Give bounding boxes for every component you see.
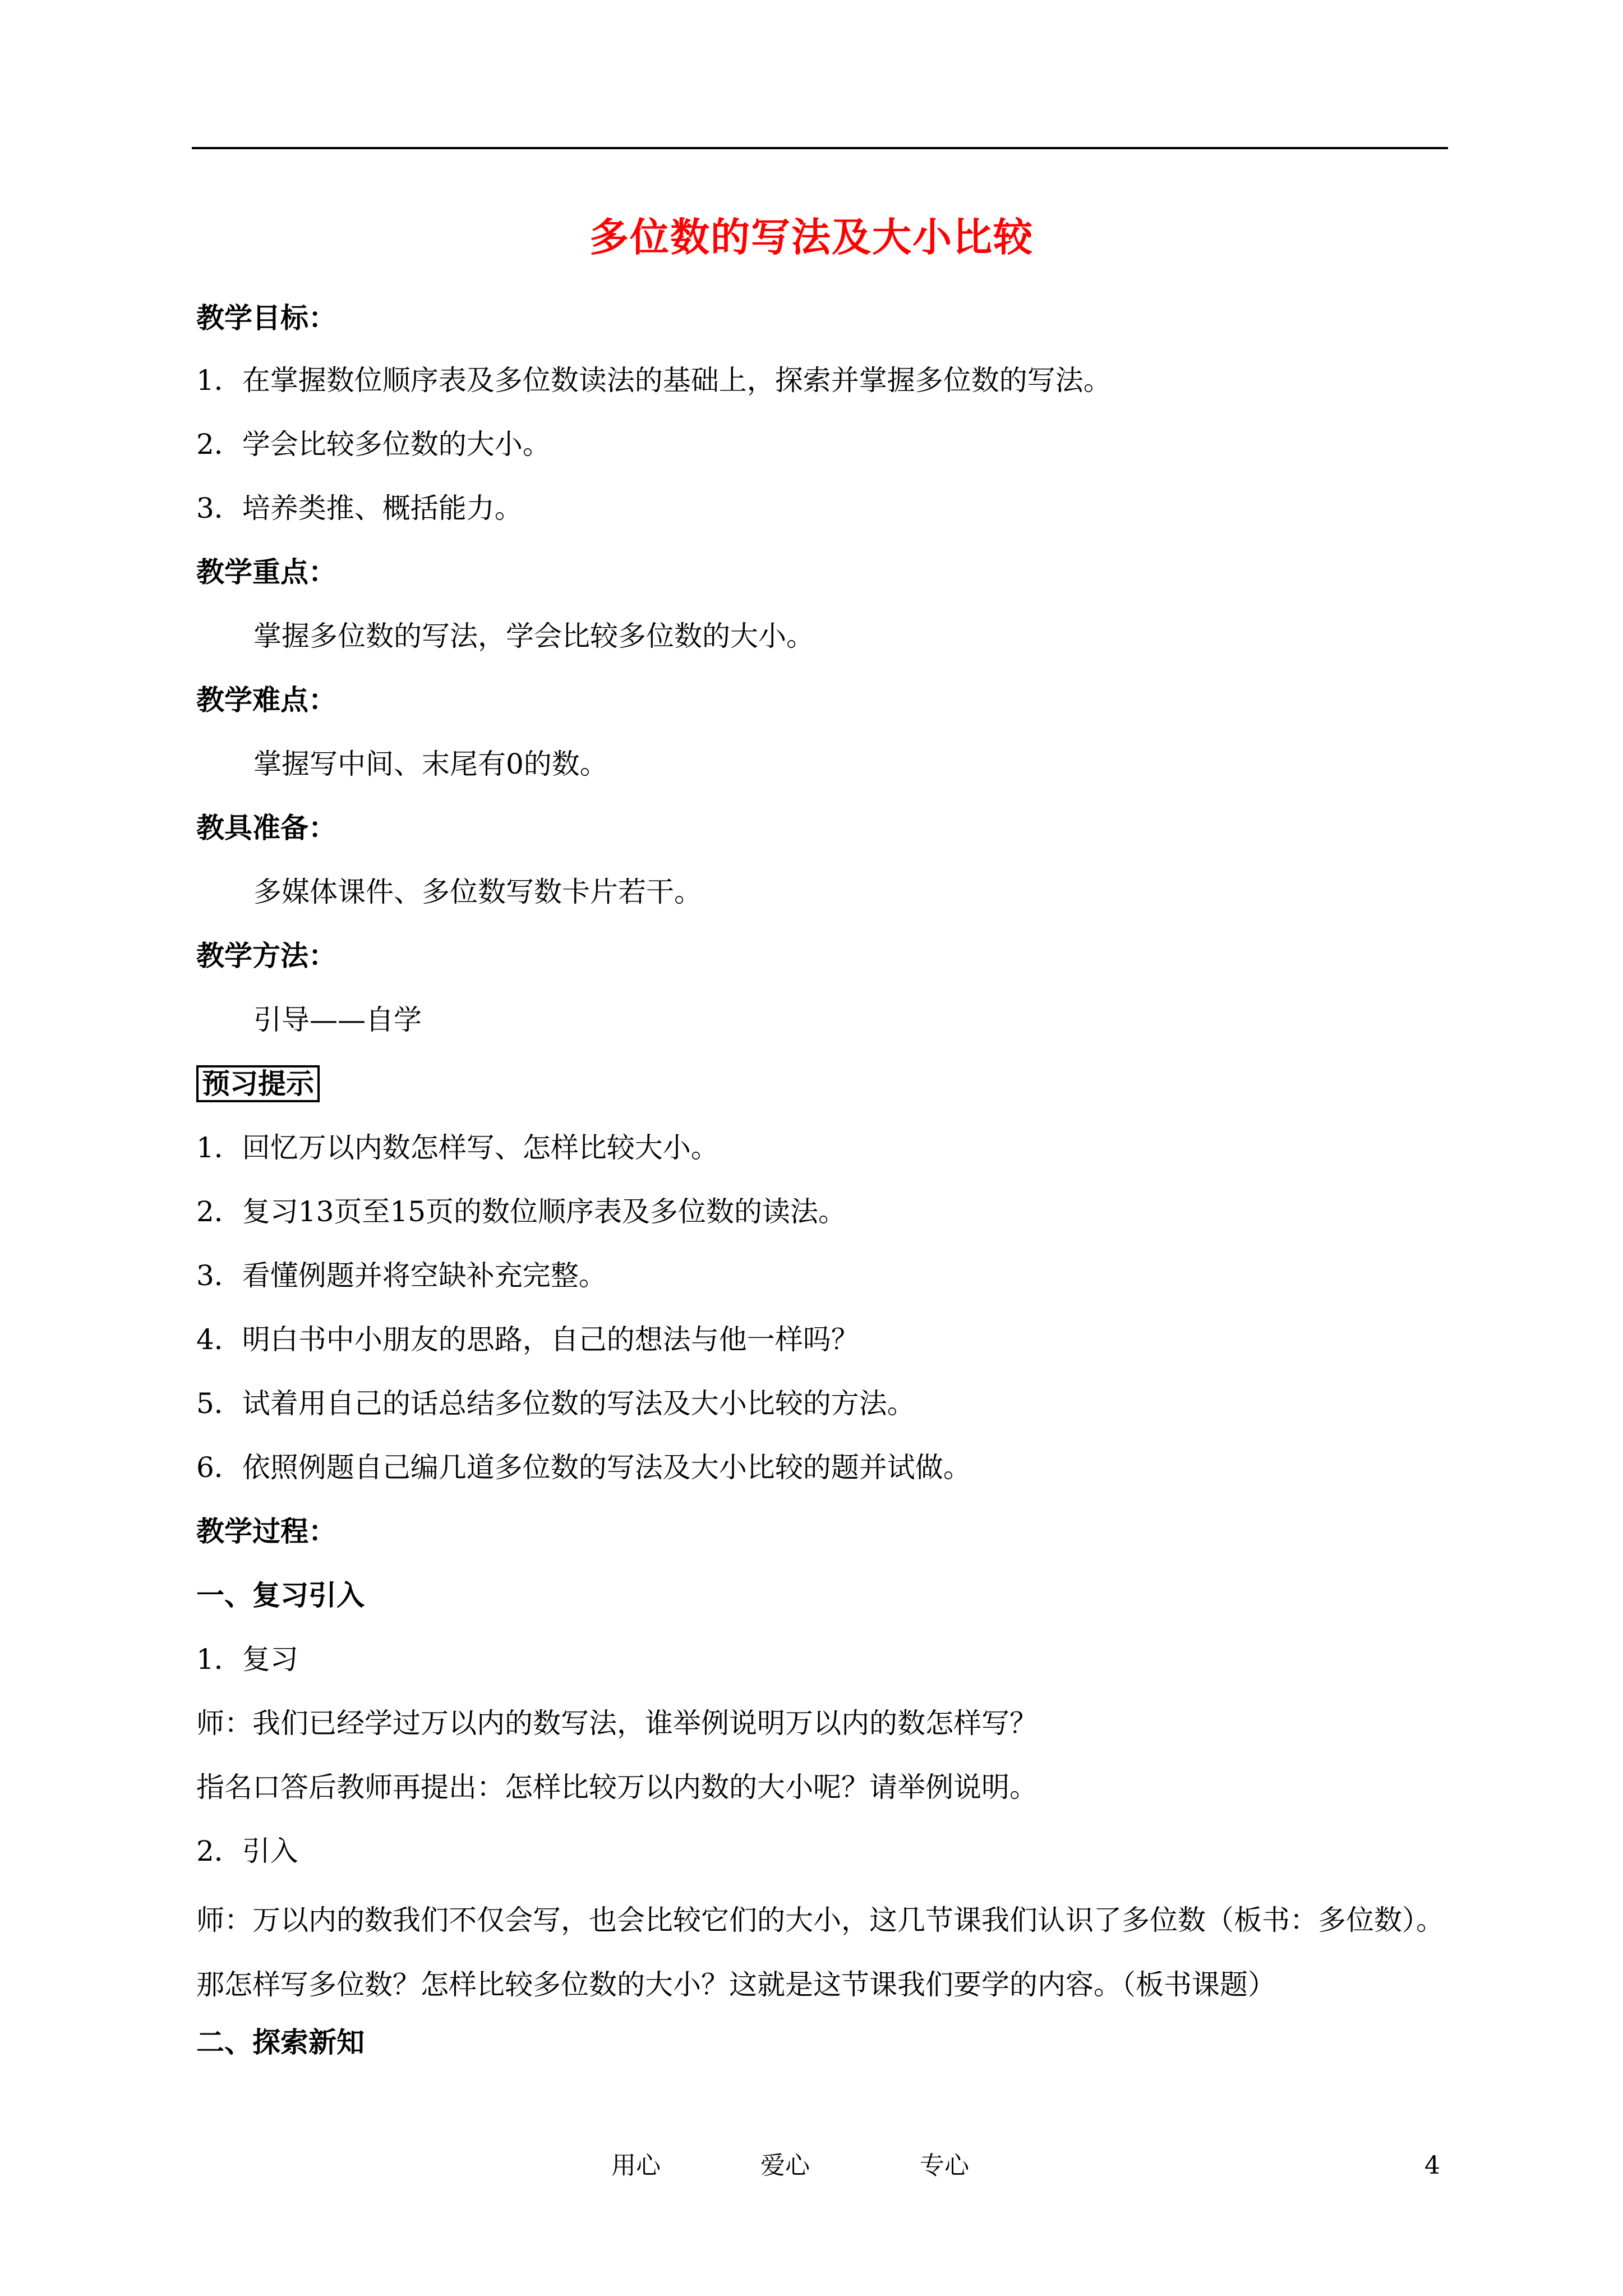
preview-item: 1．回忆万以内数怎样写、怎样比较大小。 [196, 1131, 719, 1164]
key-points-heading: 教学重点： [196, 556, 336, 588]
objective-item: 1．在掌握数位顺序表及多位数读法的基础上，探索并掌握多位数的写法。 [196, 364, 1112, 397]
methods-text: 引导——自学 [253, 1004, 422, 1036]
preview-heading-row [196, 1064, 320, 1103]
key-points-text: 掌握多位数的写法，学会比较多位数的大小。 [253, 620, 814, 652]
footer-motto-1: 用心 [611, 2151, 661, 2180]
materials-heading: 教具准备： [196, 812, 336, 844]
objective-item: 3．培养类推、概括能力。 [196, 492, 523, 524]
preview-item: 3．看懂例题并将空缺补充完整。 [196, 1259, 607, 1292]
footer-motto-2: 爱心 [760, 2151, 810, 2180]
objectives-heading: 教学目标： [196, 302, 336, 334]
review-teacher-text: 师：我们已经学过万以内的数写法，谁举例说明万以内的数怎样写？ [196, 1707, 1038, 1740]
intro-teacher-paragraph: 师：万以内的数我们不仅会写，也会比较它们的大小，这几节课我们认识了多位数（板书：多位数）。那怎样写多位数？怎样比较多位数的大小？这就是这节课我们要学的内容。（板书课题） [196, 1904, 1444, 2001]
process-heading: 教学过程： [196, 1515, 336, 1548]
materials-text: 多媒体课件、多位数写数卡片若干。 [253, 876, 702, 908]
part1-heading: 一、复习引入 [196, 1579, 365, 1612]
page-number: 4 [1424, 2151, 1440, 2180]
review-label: 1．复习 [196, 1643, 298, 1676]
preview-item: 4．明白书中小朋友的思路，自己的想法与他一样吗？ [196, 1323, 859, 1356]
preview-heading: 预习提示 [196, 1065, 320, 1102]
preview-item: 6．依照例题自己编几道多位数的写法及大小比较的题并试做。 [196, 1451, 971, 1484]
footer-motto-3: 专心 [920, 2151, 969, 2180]
methods-heading: 教学方法： [196, 940, 336, 972]
header-rule [192, 147, 1448, 149]
intro-label: 2．引入 [196, 1835, 298, 1867]
review-followup-text: 指名口答后教师再提出：怎样比较万以内数的大小呢？请举例说明。 [196, 1771, 1038, 1803]
objective-item: 2．学会比较多位数的大小。 [196, 428, 551, 461]
part2-heading: 二、探索新知 [196, 2026, 365, 2059]
difficulties-text: 掌握写中间、末尾有0的数。 [253, 748, 608, 780]
page-title: 多位数的写法及大小比较 [589, 214, 1034, 260]
preview-item: 2．复习13页至15页的数位顺序表及多位数的读法。 [196, 1195, 847, 1228]
difficulties-heading: 教学难点： [196, 684, 336, 716]
preview-item: 5．试着用自己的话总结多位数的写法及大小比较的方法。 [196, 1387, 915, 1420]
